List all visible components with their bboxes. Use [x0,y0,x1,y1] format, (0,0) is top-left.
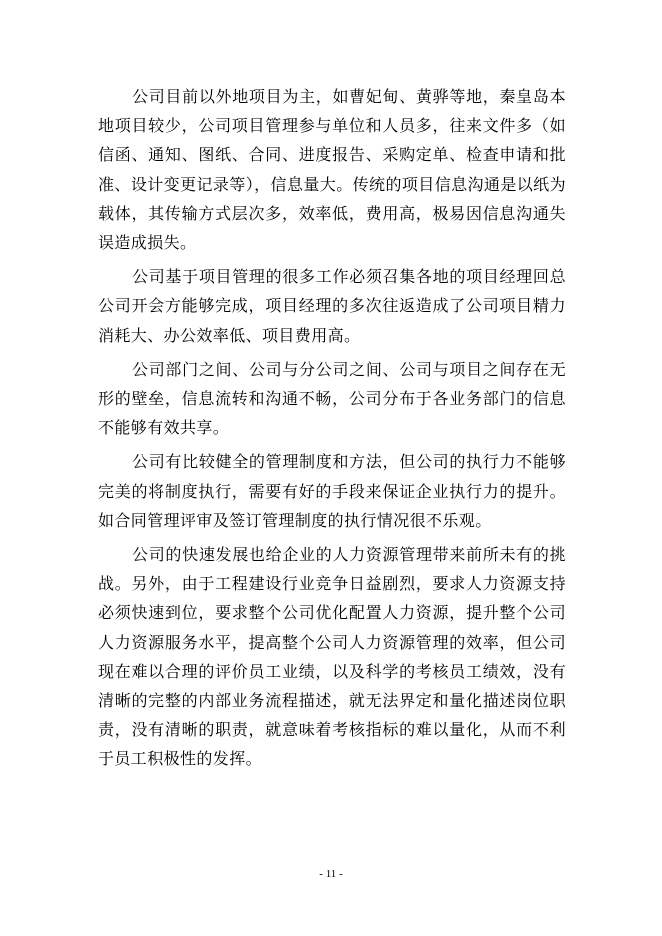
paragraph-4: 公司有比较健全的管理制度和方法，但公司的执行力不能够完美的将制度执行，需要有好的手段来保证企业执行力的提升。如合同管理评审及签订管理制度的执行情况很不乐观。 [98,452,566,530]
page-number: - 11 - [319,868,343,880]
document-body [98,82,566,779]
paragraph-3: 公司部门之间、公司与分公司之间、公司与项目之间存在无形的壁垒，信息流转和沟通不畅，公司分布于各业务部门的信息不能够有效共享。 [98,359,566,438]
paragraph-1: 公司目前以外地项目为主，如曹妃甸、黄骅等地，秦皇岛本地项目较少，公司项目管理参与单位和人员多，往来文件多（如信函、通知、图纸、合同、进度报告、采购定单、检查申请和批准、设计变更记录等），信息量大。传统的项目信息沟通是以纸为载体，其传输方式层次多，效率低，费用高，极易因信息沟通失误造成损失。 [98,87,566,253]
paragraph-5: 公司的快速发展也给企业的人力资源管理带来前所未有的挑战。另外，由于工程建设行业竞争日益剧烈，要求人力资源支持必须快速到位，要求整个公司优化配置人力资源，提升整个公司人力资源服务水平，提高整个公司人力资源管理的效率，但公司现在难以合理的评价员工业绩，以及科学的考核员工绩效，没有清晰的完整的内部业务流程描述，就无法界定和量化描述岗位职责，没有清晰的职责，就意味着考核指标的难以量化，从而不利于员工积极性的发挥。 [98,545,566,769]
paragraph-2: 公司基于项目管理的很多工作必须召集各地的项目经理回总公司开会方能够完成，项目经理的多次往返造成了公司项目精力消耗大、办公效率低、项目费用高。 [98,267,566,345]
